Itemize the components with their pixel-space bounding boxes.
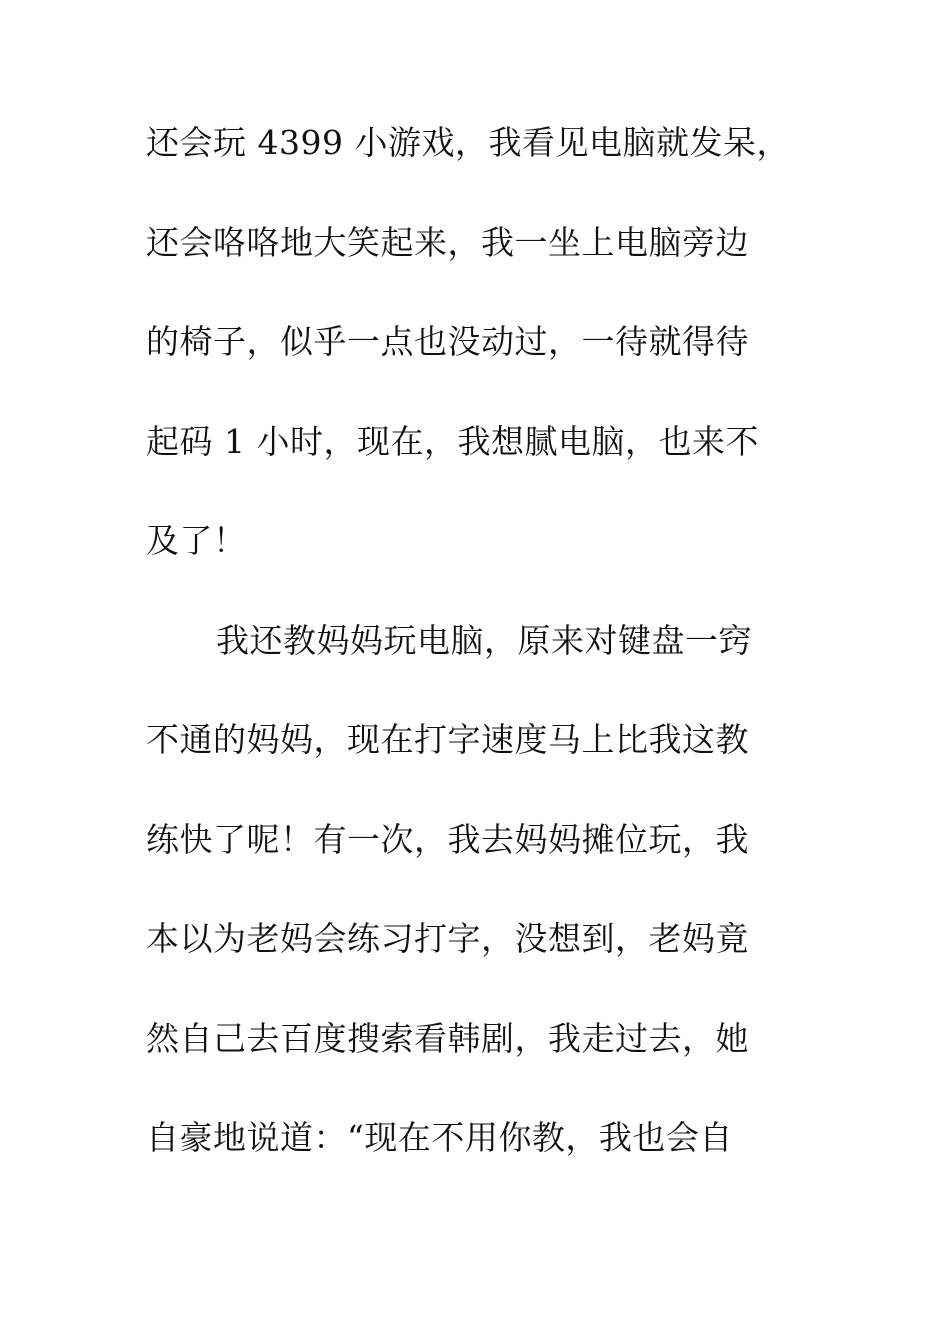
text-line-1: 还会玩 4399 小游戏，我看见电脑就发呆，	[146, 123, 790, 162]
text-line-4: 起码 1 小时，现在，我想腻电脑，也来不	[146, 421, 759, 461]
text-line-3: 的椅子，似乎一点也没动过，一待就得待	[146, 322, 749, 361]
body-text	[146, 123, 790, 1221]
text-line-9: 本以为老妈会练习打字，没想到，老妈竟	[146, 919, 749, 958]
text-line-2: 还会咯咯地大笑起来，我一坐上电脑旁边	[146, 222, 749, 262]
text-line-10: 然自己去百度搜索看韩剧，我走过去，她	[146, 1018, 749, 1058]
text-line-6: 我还教妈妈玩电脑，原来对键盘一窍	[216, 620, 752, 660]
text-line-11: 自豪地说道：“现在不用你教，我也会自	[146, 1118, 733, 1157]
text-line-8: 练快了呢！有一次，我去妈妈摊位玩，我	[146, 819, 749, 859]
text-line-7: 不通的妈妈，现在打字速度马上比我这教	[146, 720, 749, 759]
text-line-5: 及了！	[146, 521, 247, 560]
